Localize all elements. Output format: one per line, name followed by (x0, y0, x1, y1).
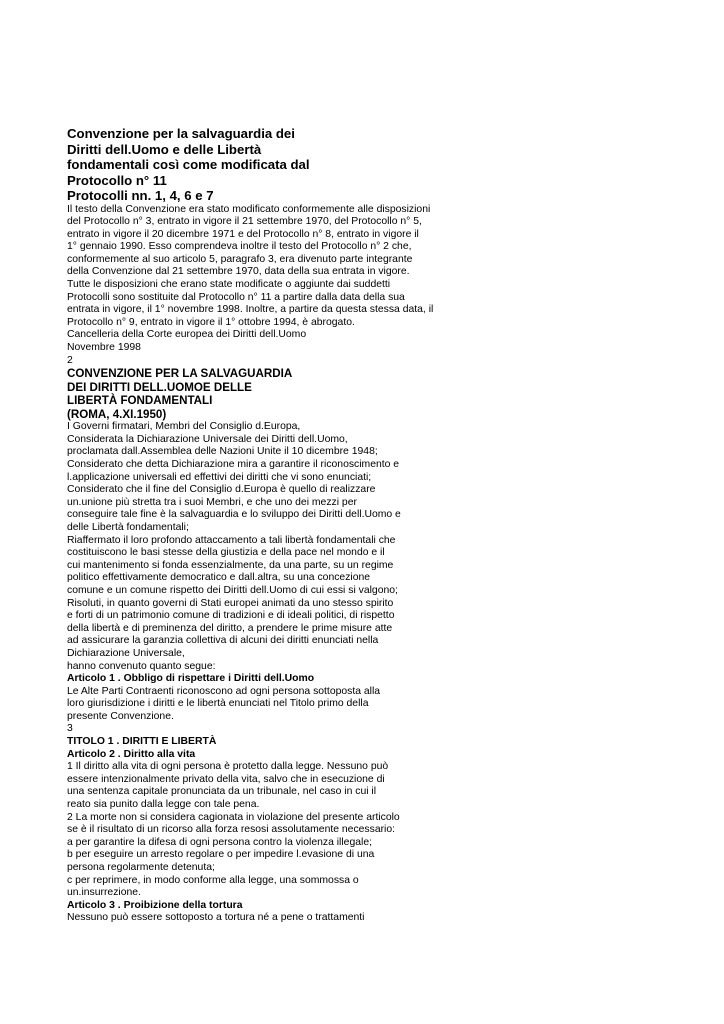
text-line: Risoluti, in quanto governi di Stati europei animati da uno stesso spirito (67, 597, 394, 609)
text-line: c per reprimere, in modo conforme alla legge, una sommossa o (67, 874, 359, 886)
text-line: persona regolarmente detenuta; (67, 862, 215, 873)
article-2 (67, 749, 667, 900)
title-line: Protocolli nn. 1, 4, 6 e 7 (67, 188, 214, 203)
heading-line: CONVENZIONE PER LA SALVAGUARDIA (67, 367, 293, 381)
text-line: Protocolli sono sostituite dal Protocollo n° 11 a partire dalla data della sua (67, 291, 405, 303)
document-title (67, 126, 667, 204)
text-line: Protocollo n° 9, entrato in vigore il 1° ottobre 1994, è abrogato. (67, 316, 355, 328)
title-heading: TITOLO 1 . DIRITTI E LIBERTÀ (67, 736, 217, 748)
text-line: conformemente al suo articolo 5, paragrafo 3, era divenuto parte integrante (67, 253, 413, 265)
text-line: Nessuno può essere sottoposto a tortura né a pene o trattamenti (67, 912, 365, 924)
article-1 (67, 673, 667, 736)
text-line: un.unione più stretta tra i suoi Membri, e che uno dei mezzi per (67, 496, 357, 508)
heading-line: LIBERTÀ FONDAMENTALI (67, 394, 213, 408)
text-line: l.applicazione universali ed effettivi dei diritti che vi sono enunciati; (67, 471, 372, 483)
text-line: un.insurrezione. (67, 887, 141, 899)
text-line: proclamata dall.Assemblea delle Nazioni Unite il 10 dicembre 1948; (67, 446, 378, 458)
text-line: Considerato che detta Dichiarazione mira a garantire il riconoscimento e (67, 459, 400, 470)
text-line: Il testo della Convenzione era stato modificato conformemente alle disposizioni (67, 203, 431, 215)
text-line: comune e un comune rispetto dei Diritti dell.Uomo di cui essi si valgono; (67, 584, 398, 596)
text-line: Dichiarazione Universale, (67, 647, 185, 659)
text-line: entrata in vigore, il 1° novembre 1998. Inoltre, a partire da questa stessa data, il (67, 304, 434, 316)
text-line: presente Convenzione. (67, 710, 174, 722)
title-line: Protocollo n° 11 (67, 172, 167, 188)
document-page (67, 126, 667, 925)
title-line: Convenzione per la salvaguardia dei (67, 126, 295, 141)
text-line: se è il risultato di un ricorso alla forza resosi assolutamente necessario: (67, 824, 396, 836)
article-heading: Articolo 2 . Diritto alla vita (67, 748, 196, 760)
text-line: conseguire tale fine è la salvaguardia e lo sviluppo dei Diritti dell.Uomo e (67, 509, 401, 521)
text-line: della Convenzione dal 21 settembre 1970, data della sua entrata in vigore. (67, 266, 410, 278)
convention-heading (67, 367, 667, 421)
text-line: a per garantire la difesa di ogni persona contro la violenza illegale; (67, 836, 372, 848)
text-line: una sentenza capitale pronunciata da un tribunale, nel caso in cui il (67, 786, 377, 798)
text-line: Novembre 1998 (67, 342, 141, 354)
text-line: Tutte le disposizioni che erano state modificate o aggiunte dai suddetti (67, 279, 391, 291)
intro-text (67, 204, 667, 368)
text-line: del Protocollo n° 3, entrato in vigore il 21 settembre 1970, del Protocollo n° 5, (67, 216, 422, 228)
heading-line: (ROMA, 4.XI.1950) (67, 407, 167, 421)
text-line: costituiscono le basi stesse della giustizia e della pace nel mondo e il (67, 547, 385, 559)
text-line: delle Libertà fondamentali; (67, 521, 189, 533)
text-line: politico effettivamente democratico e dall.altra, su una concezione (67, 572, 371, 584)
text-line: Considerata la Dichiarazione Universale dei Diritti dell.Uomo, (67, 433, 348, 445)
text-line: e forti di un patrimonio comune di tradizioni e di ideali politici, di rispetto (67, 610, 395, 622)
text-line: cui mantenimento si fonda essenzialmente, da una parte, su un regime (67, 559, 394, 571)
text-line: loro giurisdizione i diritti e le libertà enunciati nel Titolo primo della (67, 698, 369, 710)
text-line: Cancelleria della Corte europea dei Diritti dell.Uomo (67, 329, 307, 341)
title-line: Diritti dell.Uomo e delle Libertà (67, 141, 262, 157)
text-line: Le Alte Parti Contraenti riconoscono ad ogni persona sottoposta alla (67, 685, 381, 697)
text-line: ad assicurare la garanzia collettiva di alcuni dei diritti enunciati nella (67, 635, 379, 647)
article-heading: Articolo 3 . Proibizione della tortura (67, 899, 243, 911)
article-3 (67, 900, 667, 925)
title-line: fondamentali così come modificata dal (67, 157, 310, 172)
text-line: 1 Il diritto alla vita di ogni persona è protetto dalla legge. Nessuno può (67, 761, 389, 773)
text-line: Riaffermato il loro profondo attaccamento a tali libertà fondamentali che (67, 534, 396, 546)
text-line: 1° gennaio 1990. Esso comprendeva inoltre il testo del Protocollo n° 2 che, (67, 241, 412, 253)
heading-line: DEI DIRITTI DELL.UOMOE DELLE (67, 380, 252, 394)
text-line: della libertà e di preminenza del diritto, a prendere le prime misure atte (67, 622, 393, 634)
text-line: entrato in vigore il 20 dicembre 1971 e del Protocollo n° 8, entrato in vigore il (67, 228, 419, 240)
text-line: essere intenzionalmente privato della vita, salvo che in esecuzione di (67, 773, 385, 785)
text-line: I Governi firmatari, Membri del Consiglio d.Europa, (67, 421, 301, 433)
text-line: 2 La morte non si considera cagionata in violazione del presente articolo (67, 811, 400, 823)
page-number: 2 (67, 354, 73, 366)
article-heading: Articolo 1 . Obbligo di rispettare i Diritti dell.Uomo (67, 673, 315, 685)
preamble (67, 421, 667, 673)
page-number: 3 (67, 723, 73, 735)
text-line: b per eseguire un arresto regolare o per impedire l.evasione di una (67, 849, 375, 861)
text-line: hanno convenuto quanto segue: (67, 660, 216, 672)
text-line: Considerato che il fine del Consiglio d.Europa è quello di realizzare (67, 484, 376, 496)
text-line: reato sia punito dalla legge con tale pena. (67, 799, 260, 811)
